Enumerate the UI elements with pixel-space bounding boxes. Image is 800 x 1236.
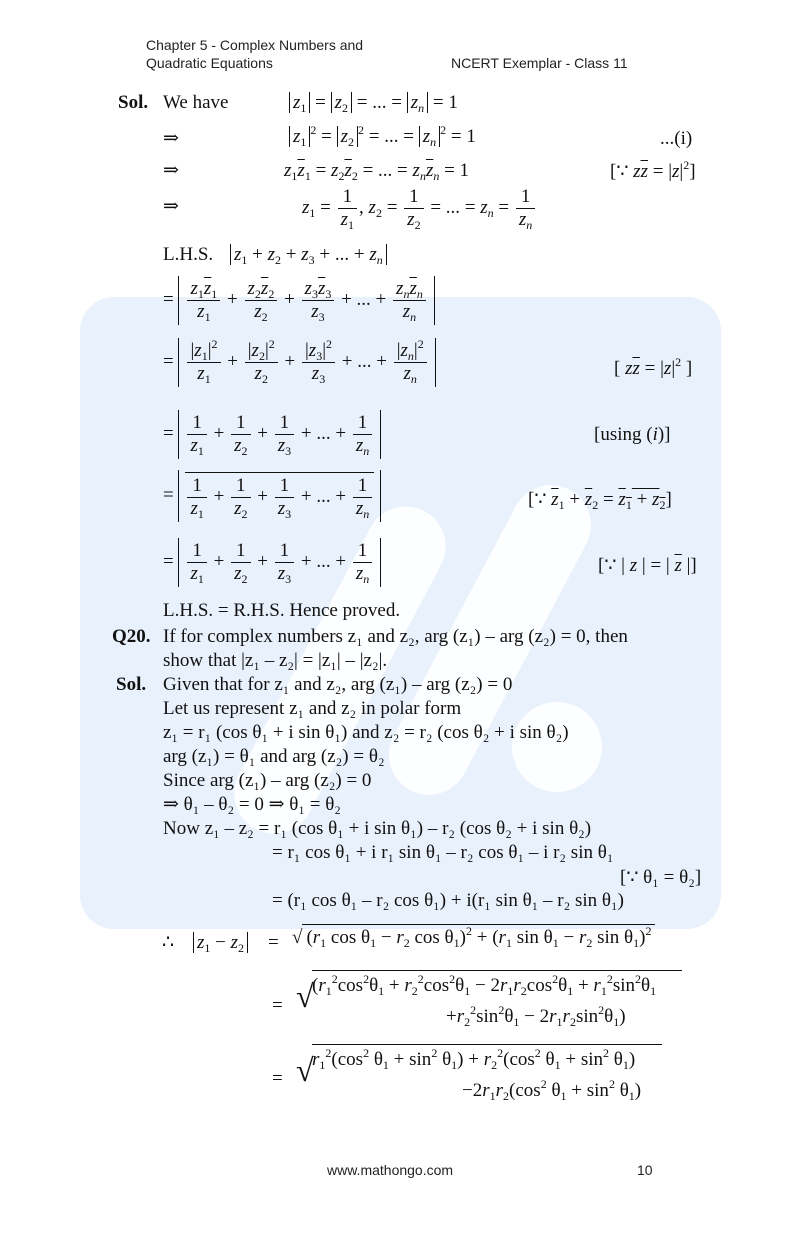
sqrt-expression-2-line1: ($r_1^2\cos^2\theta_1 + r_2^2\cos^2\theta_1 - 2r_1r_2\cos^2\theta_1 + r_1^2\sin^2\theta_1$ <box>312 970 682 997</box>
equals-sign: = <box>272 995 283 1016</box>
sol2-line-2: Let us represent z₁ and z₂ in polar form <box>163 698 462 719</box>
question-label: Q20. <box>112 626 151 647</box>
implies-symbol: ⇒ <box>163 128 179 149</box>
sol2-line-8: = r₁ cos θ₁ + i r₁ sin θ₁ – r₂ cos θ₁ – i r₂ sin θ₁ <box>272 842 614 863</box>
note-conjugate-sum: [∵ $\overline{z}_1 + \overline{z}_2 = z_1 + z_2$] <box>528 489 672 512</box>
step-1: = $\frac{z_1\overline{z}_1}{\overline{z}_1}$ + $\frac{z_2\overline{z}_2}{\overline{z}_2}$ + $\frac{z_3\overline{z}_3}{\overline{z}_3}$ + ... + $\frac{z_n\overline{z}_n}{\overline{z}_n}$ <box>163 276 435 325</box>
question-text-line1: If for complex numbers z₁ and z₂, arg (z₁) – arg (z₂) = 0, then <box>163 626 628 647</box>
step-3: = $\frac{1}{\overline{z}_1}$ + $\frac{1}{\overline{z}_2}$ + $\frac{1}{\overline{z}_3}$ + ... + $\frac{1}{\overline{z}_n}$ <box>163 410 381 459</box>
lhs-label: L.H.S. <box>163 244 214 265</box>
sqrt-expression-3-line1: $r_1^2(\cos^2$ $\theta_1 + \sin^2 \theta_1) + r_2^2(\cos^2$ $\theta_1 + \sin^2 \theta_1$) <box>312 1044 662 1071</box>
note-using-i: [using (i)] <box>594 424 671 445</box>
page-number: 10 <box>637 1162 653 1178</box>
equation-line-3: $z_1\overline{z}_1 = z_2\overline{z}_2$ = ... = $z_n\overline{z}_n = 1$ <box>284 160 470 183</box>
sol-intro: We have <box>163 92 229 113</box>
chapter-title <box>146 36 363 72</box>
question-text-line2: show that |z₁ – z₂| = |z₁| – |z₂|. <box>163 650 388 671</box>
footer-website[interactable]: www.mathongo.com <box>327 1162 454 1178</box>
sol2-line-9: = (r₁ cos θ₁ – r₂ cos θ₁) + i(r₁ sin θ₁ – r₂ sin θ₁) <box>272 890 624 911</box>
equation-line-1: $z_1 = z_2$ = ... = $z_n = 1$ <box>289 92 458 114</box>
step-4: = $\frac{1}{z_1}$ + $\frac{1}{z_2}$ + $\frac{1}{z_3}$ + ... + $\frac{1}{z_n}$ <box>163 470 381 522</box>
sol2-line-4: arg (z₁) = θ₁ and arg (z₂) = θ₂ <box>163 746 385 767</box>
step-5: = $\frac{1}{z_1}$ + $\frac{1}{z_2}$ + $\frac{1}{z_3}$ + ... + $\frac{1}{z_n}$ <box>163 538 381 587</box>
sqrt-radical-2: √ <box>296 978 314 1014</box>
sqrt-radical-3: √ <box>296 1052 314 1088</box>
note-zzbar: [∵ $z\overline{z} = |z|^2$] <box>610 158 696 182</box>
sol2-line-1: Given that for z₁ and z₂, arg (z₁) – arg (z₂) = 0 <box>163 674 513 695</box>
sol2-line-6: ⇒ θ₁ – θ₂ = 0 ⇒ θ₁ = θ₂ <box>163 794 341 815</box>
lhs-expression: $z_1 + z_2 + z_3$ + ... + $z_n$ <box>230 244 387 266</box>
book-title: NCERT Exemplar - Class 11 <box>451 55 628 71</box>
sol-label: Sol. <box>118 92 149 113</box>
conclusion: L.H.S. = R.H.S. Hence proved. <box>163 600 401 621</box>
note-modulus-conjugate: [∵ | z | = | $\overline{z}$ |] <box>598 555 697 576</box>
step-2: = $\frac{|z_1|^2}{\overline{z}_1}$ + $\frac{|z_2|^2}{\overline{z}_2}$ + $\frac{|z_3|^2}{\overline{z}_3}$ + ... + $\frac{|z_n|^2}{\overline{z}_n}$ <box>163 338 436 387</box>
watermark-dot <box>512 702 602 792</box>
sol2-note-theta: [∵ θ₁ = θ₂] <box>620 867 702 888</box>
sol2-line-5: Since arg (z₁) – arg (z₂) = 0 <box>163 770 372 791</box>
sol2-line-7: Now z₁ – z₂ = r₁ (cos θ₁ + i sin θ₁) – r₂ (cos θ₂ + i sin θ₂) <box>163 818 592 839</box>
equation-line-4: $z_1$ = $\frac{1}{\overline{z}_1}$ , $z_2$ = $\frac{1}{\overline{z}_2}$ = ... = $z_n$ = $\frac{1}{\overline{z}_n}$ <box>302 186 537 231</box>
equals-sign: = <box>272 1068 283 1089</box>
sol2-line-3: z₁ = r₁ (cos θ₁ + i sin θ₁) and z₂ = r₂ (cos θ₂ + i sin θ₂) <box>163 722 569 743</box>
sqrt-expression-1: √ ($r_1$ $\cos \theta_1 - r_2$ $\cos \theta_1)^2 + (r_1$ $\sin \theta_1 - r_2$ $\sin \theta_1)^2$ <box>292 924 655 949</box>
modulus-lhs: $z_1 - z_2$ <box>193 932 248 954</box>
equals-sign: = <box>268 932 279 953</box>
implies-symbol: ⇒ <box>163 160 179 181</box>
chapter-title-line2: Quadratic Equations <box>146 55 273 71</box>
therefore-symbol: ∴ <box>162 932 175 953</box>
implies-symbol: ⇒ <box>163 196 179 217</box>
note-zzbar-2: [ $z\overline{z} = |z|^2$ ] <box>614 355 693 379</box>
sqrt-expression-2-line2: $+r_2^2\sin^2\theta_1 - 2r_1r_2\sin^2\theta_1$) <box>446 1003 626 1029</box>
equation-line-2: $z_1^2 = z_2^2$ = ... = $z_n^2 = 1$ <box>289 126 476 148</box>
sqrt-expression-3-line2: $-2r_1r_2(\cos^2$ $\theta_1 + \sin^2 \theta_1$) <box>462 1077 642 1103</box>
equation-tag: ...(i) <box>660 128 693 149</box>
chapter-title-line1: Chapter 5 - Complex Numbers and <box>146 37 364 53</box>
sol-label: Sol. <box>116 674 147 695</box>
